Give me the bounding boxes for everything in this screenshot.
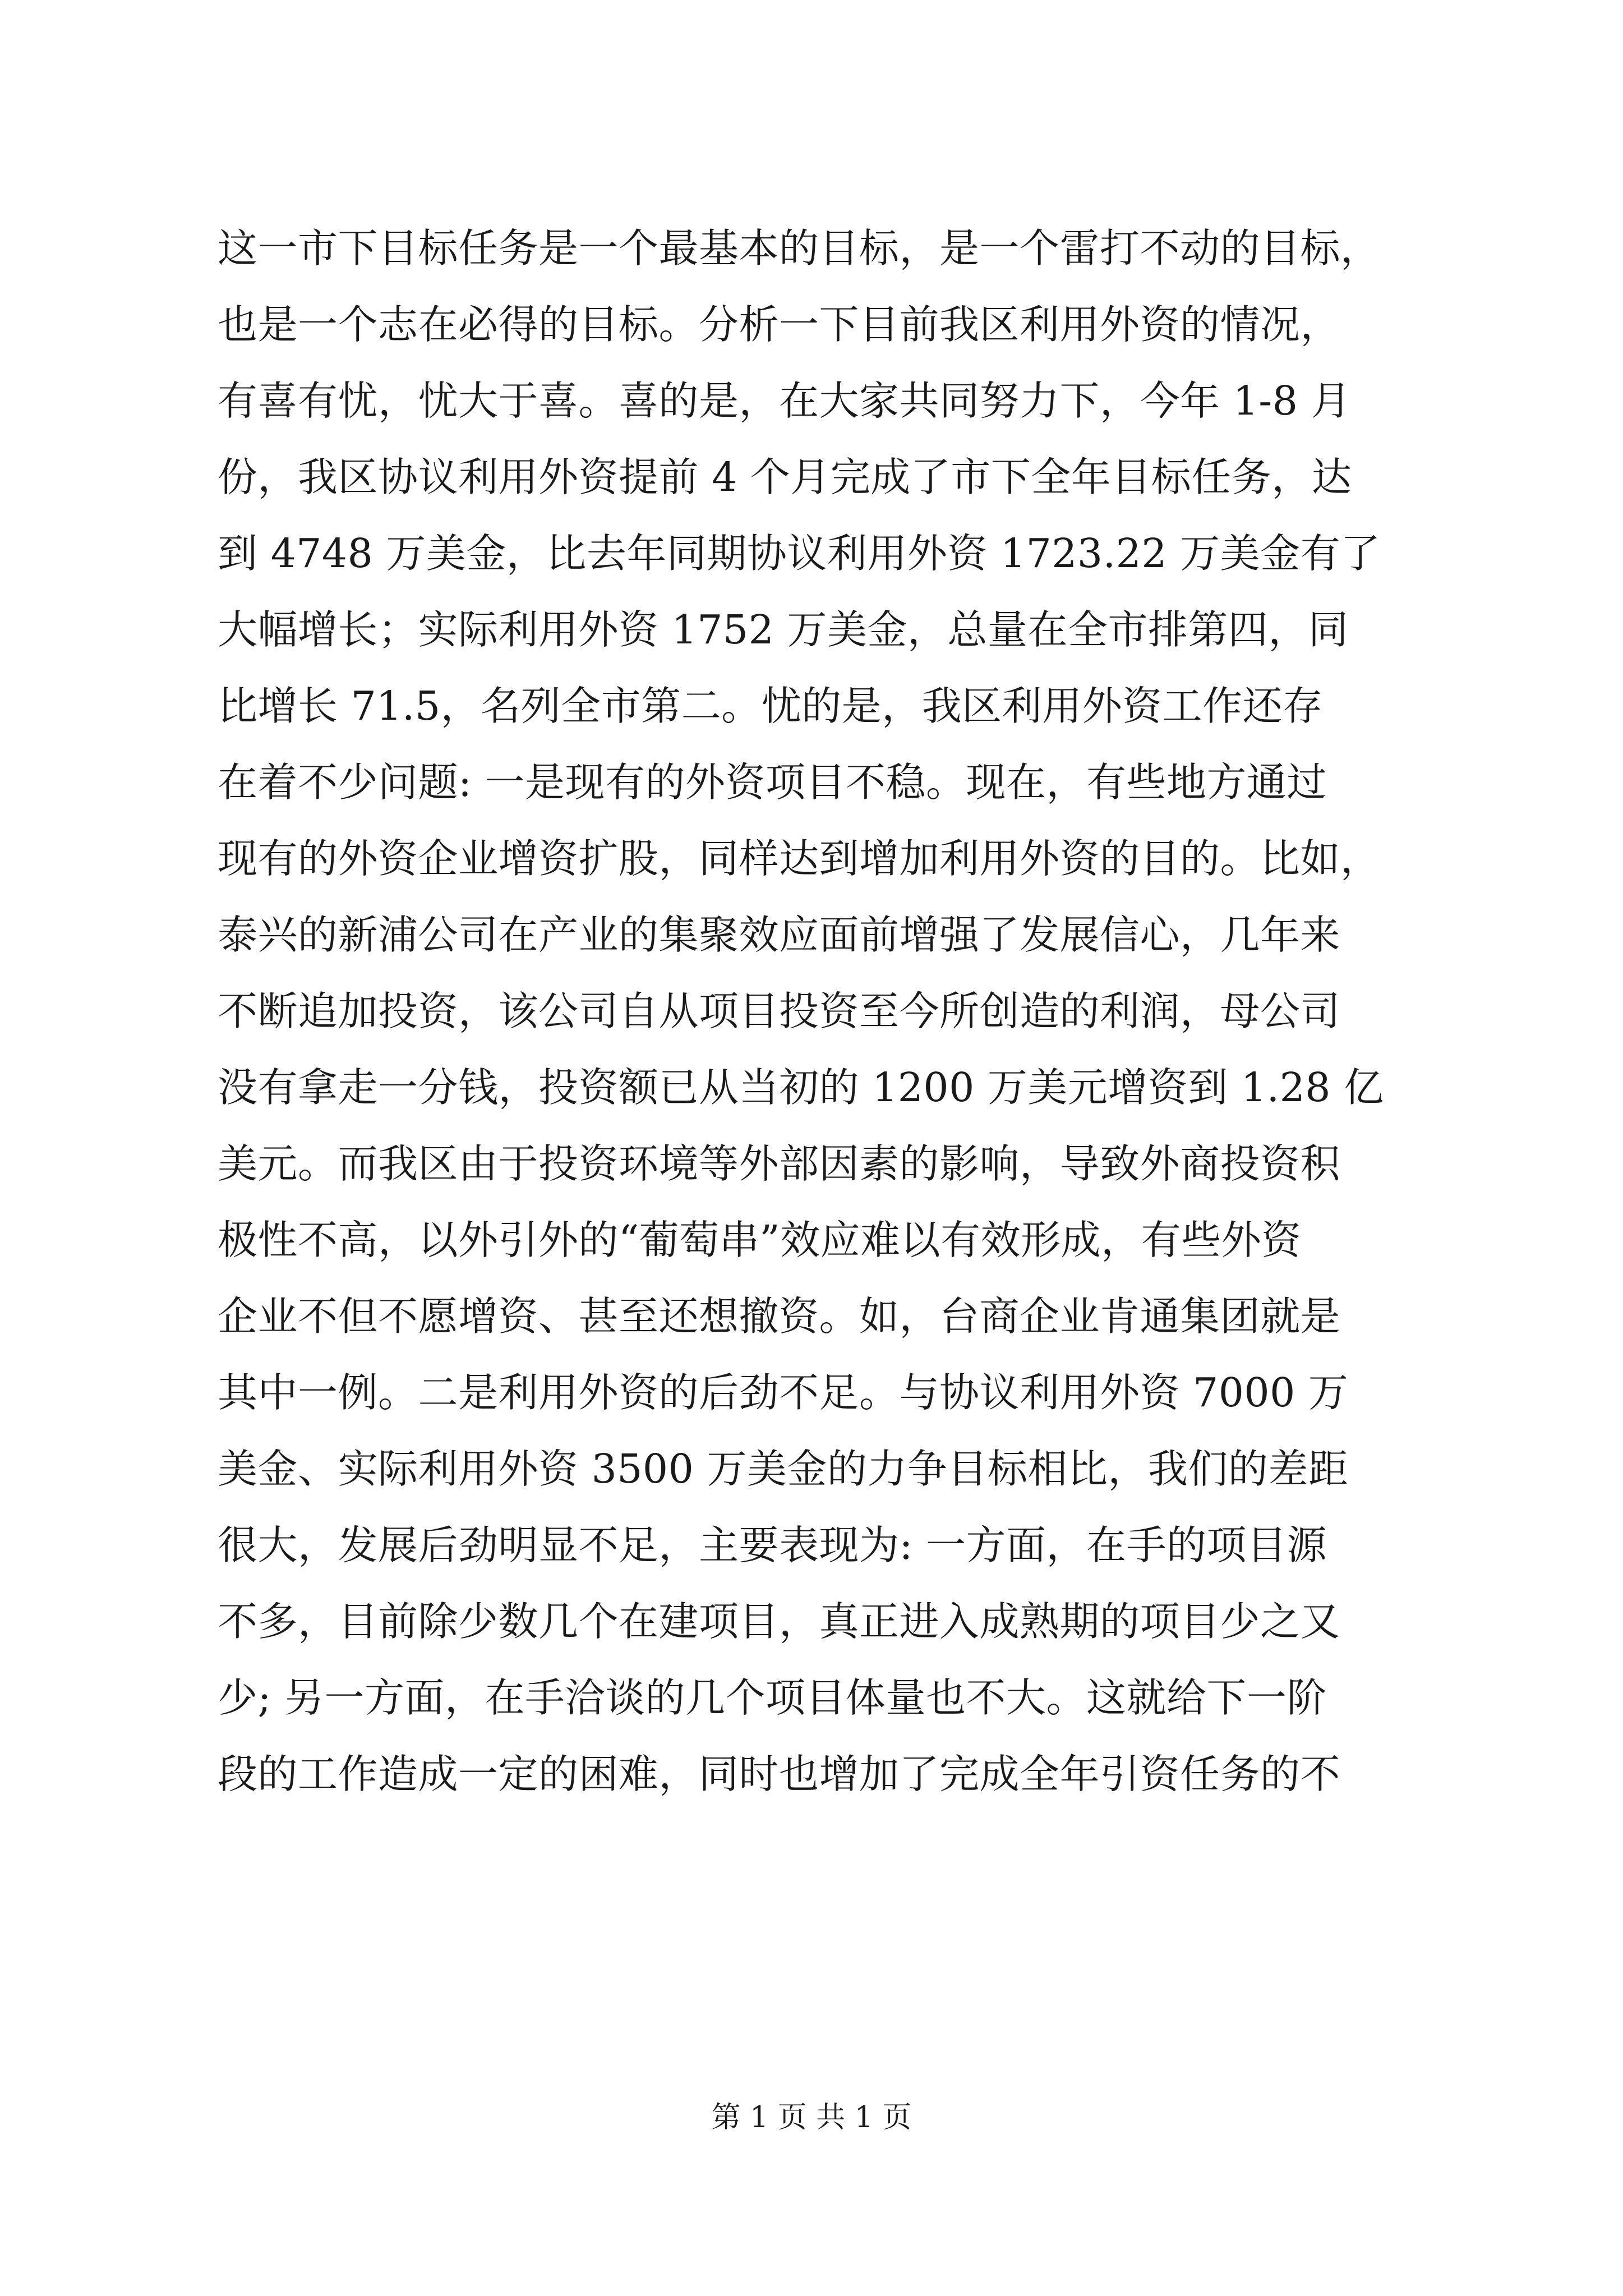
text-line: 泰兴的新浦公司在产业的集聚效应面前增强了发展信心，几年来 — [218, 912, 1341, 958]
body-text — [218, 210, 1451, 1812]
text-line: 在着不少问题: 一是现有的外资项目不稳。现在，有些地方通过 — [218, 759, 1327, 806]
text-line: 有喜有忧，忧大于喜。喜的是，在大家共同努力下，今年 1-8 月 — [218, 378, 1351, 424]
text-line: 少; 另一方面，在手洽谈的几个项目体量也不大。这就给下一阶 — [218, 1674, 1327, 1721]
text-line: 企业不但不愿增资、甚至还想撤资。如，台商企业肯通集团就是 — [218, 1293, 1341, 1340]
text-line: 不多，目前除少数几个在建项目，真正进入成熟期的项目少之又 — [218, 1598, 1341, 1645]
text-line: 美元。而我区由于投资环境等外部因素的影响，导致外商投资积 — [218, 1140, 1341, 1187]
text-line: 没有拿走一分钱，投资额已从当初的 1200 万美元增资到 1.28 亿 — [218, 1064, 1384, 1111]
page-footer — [0, 2098, 1623, 2137]
text-line: 到 4748 万美金，比去年同期协议利用外资 1723.22 万美金有了 — [218, 530, 1381, 577]
text-line: 段的工作造成一定的困难，同时也增加了完成全年引资任务的不 — [218, 1751, 1341, 1797]
page-number: 第 1 页 共 1 页 — [711, 2101, 912, 2134]
text-line: 这一市下目标任务是一个最基本的目标，是一个雷打不动的目标， — [218, 225, 1381, 272]
text-line: 现有的外资企业增资扩股，同样达到增加利用外资的目的。比如， — [218, 835, 1381, 882]
text-line: 比增长 71.5，名列全市第二。忧的是，我区利用外资工作还存 — [218, 683, 1323, 729]
text-line: 很大，发展后劲明显不足，主要表现为: 一方面，在手的项目源 — [218, 1522, 1327, 1568]
text-line: 份，我区协议利用外资提前 4 个月完成了市下全年目标任务，达 — [218, 454, 1352, 500]
text-line: 也是一个志在必得的目标。分析一下目前我区利用外资的情况， — [218, 301, 1341, 348]
text-line: 不断追加投资，该公司自从项目投资至今所创造的利润，母公司 — [218, 988, 1341, 1034]
text-line: 其中一例。二是利用外资的后劲不足。与协议利用外资 7000 万 — [218, 1369, 1349, 1416]
text-line: 大幅增长；实际利用外资 1752 万美金，总量在全市排第四，同 — [218, 606, 1349, 653]
text-line: 美金、实际利用外资 3500 万美金的力争目标相比，我们的差距 — [218, 1446, 1349, 1492]
text-line: 极性不高，以外引外的“葡萄串”效应难以有效形成，有些外资 — [218, 1217, 1302, 1263]
